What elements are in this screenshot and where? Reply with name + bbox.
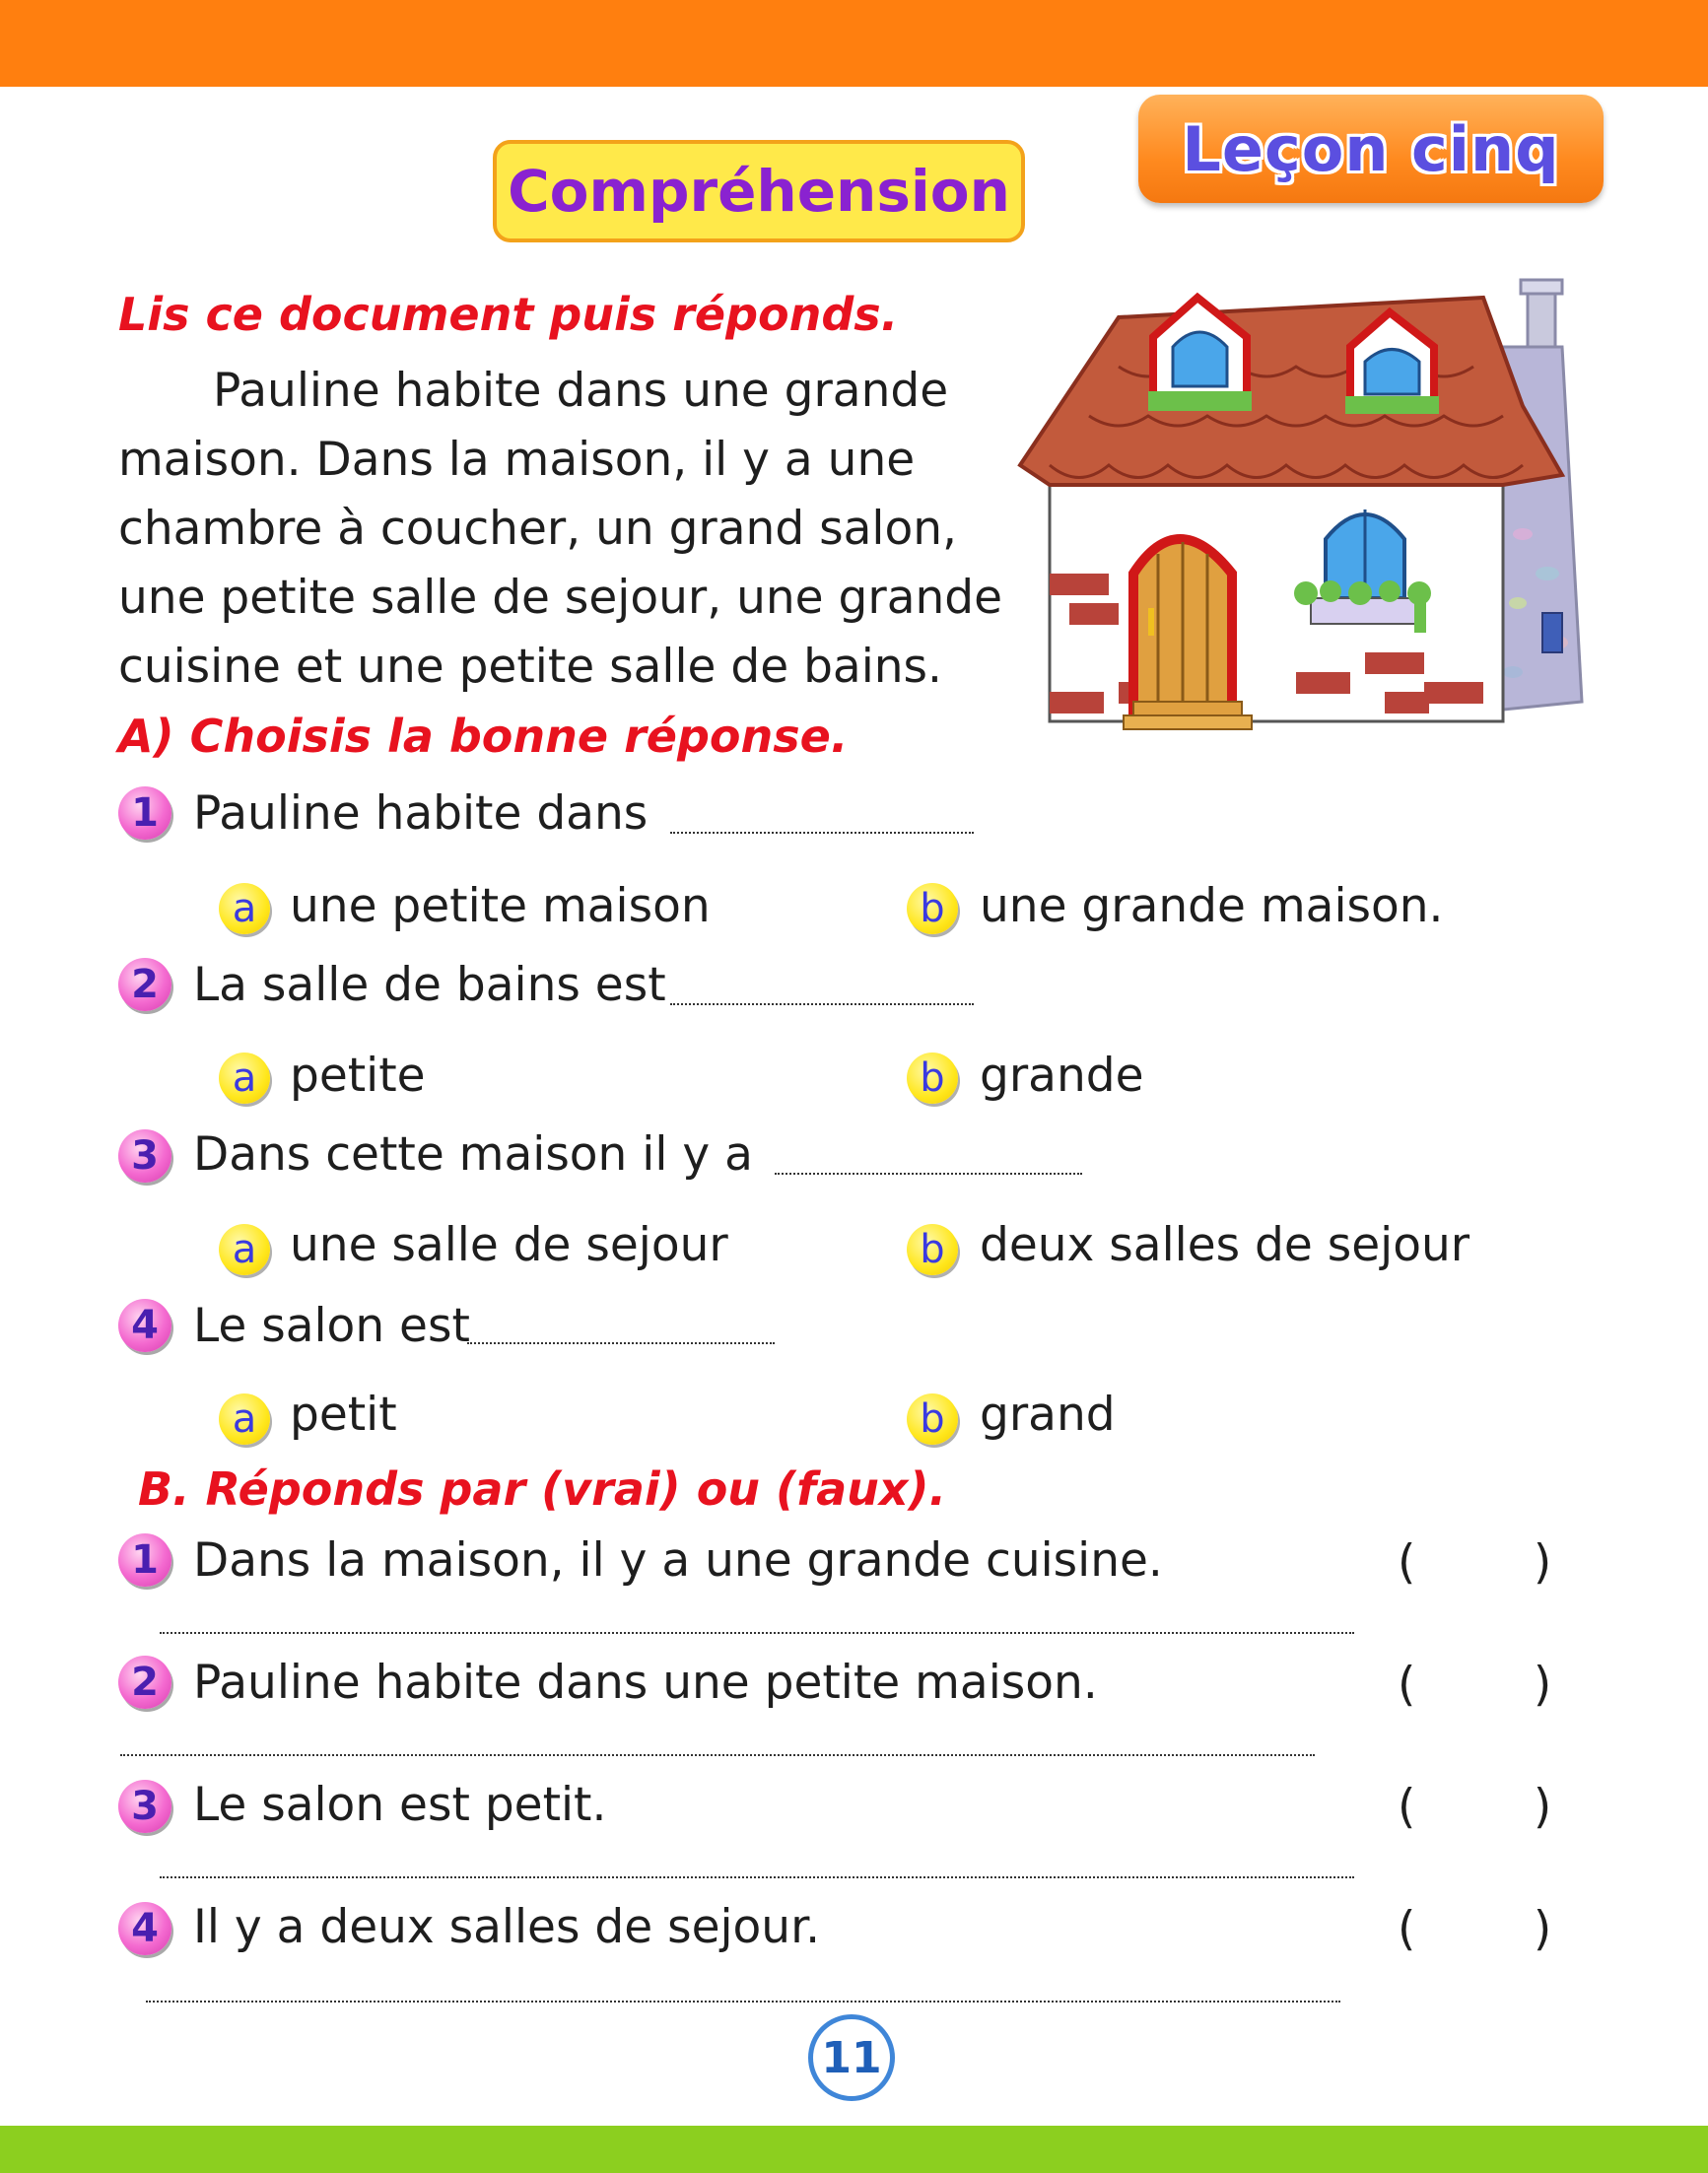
option-b-text[interactable]: grand	[980, 1388, 1116, 1442]
house-illustration	[1010, 278, 1602, 731]
option-b-badge: b	[907, 1053, 958, 1104]
answer-line[interactable]	[160, 1632, 1354, 1634]
answer-blank[interactable]	[467, 1342, 775, 1344]
lesson-title: Leçon cinq	[1182, 112, 1560, 185]
statement-number-badge: 4	[118, 1902, 171, 1955]
passage-line: Pauline habite dans une grande	[213, 364, 949, 418]
statement-number-badge: 2	[118, 1656, 171, 1709]
statement-text: Pauline habite dans une petite maison.	[193, 1656, 1098, 1710]
statement-number-badge: 1	[118, 1533, 171, 1587]
answer-line[interactable]	[120, 1754, 1315, 1756]
question-text: Le salon est	[193, 1299, 470, 1353]
option-a-badge: a	[219, 1053, 270, 1104]
option-a-text[interactable]: petit	[290, 1388, 397, 1442]
option-a-text[interactable]: petite	[290, 1049, 426, 1103]
option-b-text[interactable]: grande	[980, 1049, 1144, 1103]
option-a-text[interactable]: une petite maison	[290, 879, 711, 933]
question-text: Pauline habite dans	[193, 786, 649, 841]
bottom-color-bar	[0, 2126, 1708, 2173]
option-b-badge: b	[907, 1224, 958, 1275]
true-false-box[interactable]: ( )	[1398, 1780, 1552, 1834]
option-a-badge: a	[219, 1393, 270, 1445]
true-false-box[interactable]: ( )	[1398, 1902, 1552, 1956]
statement-number-badge: 3	[118, 1780, 171, 1833]
page-number: 11	[808, 2014, 895, 2101]
statement-text: Dans la maison, il y a une grande cuisine.	[193, 1533, 1163, 1588]
true-false-box[interactable]: ( )	[1398, 1535, 1552, 1590]
reading-instruction: Lis ce document puis réponds.	[118, 288, 899, 341]
answer-line[interactable]	[160, 1876, 1354, 1878]
passage-line: chambre à coucher, un grand salon,	[118, 502, 957, 556]
passage-line: maison. Dans la maison, il y a une	[118, 433, 916, 487]
answer-line[interactable]	[146, 2001, 1340, 2003]
option-b-badge: b	[907, 883, 958, 934]
option-a-badge: a	[219, 1224, 270, 1275]
reading-passage	[118, 357, 1025, 702]
part-b-heading: B. Réponds par (vrai) ou (faux).	[138, 1462, 947, 1516]
option-b-badge: b	[907, 1393, 958, 1445]
question-number-badge: 4	[118, 1299, 171, 1352]
statement-text: Le salon est petit.	[193, 1778, 607, 1832]
option-b-text[interactable]: deux salles de sejour	[980, 1218, 1470, 1272]
option-a-badge: a	[219, 883, 270, 934]
statement-text: Il y a deux salles de sejour.	[193, 1900, 821, 1954]
true-false-box[interactable]: ( )	[1398, 1658, 1552, 1712]
lesson-title-badge	[1138, 95, 1604, 203]
part-a-heading: A) Choisis la bonne réponse.	[118, 710, 849, 763]
answer-blank[interactable]	[670, 832, 974, 834]
question-number-badge: 1	[118, 786, 171, 840]
option-b-text[interactable]: une grande maison.	[980, 879, 1444, 933]
question-number-badge: 2	[118, 958, 171, 1011]
section-title-badge	[493, 140, 1025, 242]
question-number-badge: 3	[118, 1129, 171, 1183]
question-text: La salle de bains est	[193, 958, 666, 1012]
answer-blank[interactable]	[670, 1003, 974, 1005]
answer-blank[interactable]	[775, 1173, 1082, 1175]
option-a-text[interactable]: une salle de sejour	[290, 1218, 728, 1272]
passage-line: une petite salle de sejour, une grande	[118, 571, 1003, 625]
passage-line: cuisine et une petite salle de bains.	[118, 640, 942, 694]
section-title: Compréhension	[508, 158, 1010, 225]
top-color-bar	[0, 0, 1708, 87]
question-text: Dans cette maison il y a	[193, 1127, 753, 1182]
